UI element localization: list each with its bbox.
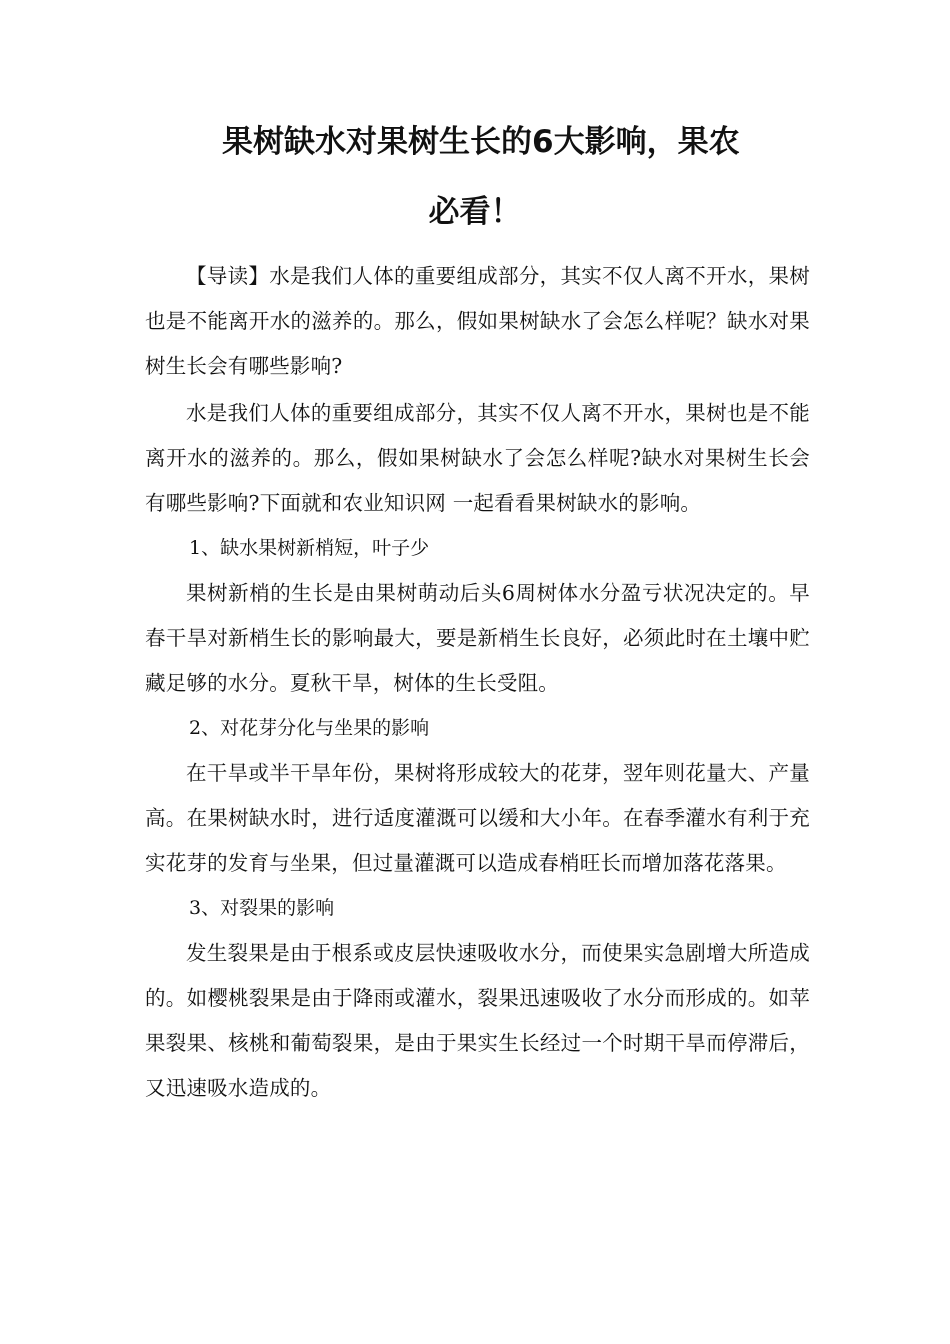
section-2-paragraph: 在干旱或半干旱年份，果树将形成较大的花芽，翌年则花量大、产量高。在果树缺水时，进行适度灌溉可以缓和大小年。在春季灌水有利于充实花芽的发育与坐果，但过量灌溉可以造成春梢旺长而增加落花落果。 (145, 761, 810, 875)
section-1-heading: 1、缺水果树新梢短，叶子少 (189, 537, 430, 559)
paragraph-1: 水是我们人体的重要组成部分，其实不仅人离不开水，果树也是不能离开水的滋养的。那么，假如果树缺水了会怎么样呢?缺水对果树生长会有哪些影响?下面就和农业知识网 一起看看果树缺水的影响。 (145, 401, 810, 515)
section-2-heading: 2、对花芽分化与坐果的影响 (189, 717, 430, 739)
section-3-paragraph: 发生裂果是由于根系或皮层快速吸收水分，而使果实急剧增大所造成的。如樱桃裂果是由于降雨或灌水，裂果迅速吸收了水分而形成的。如苹果裂果、核桃和葡萄裂果，是由于果实生长经过一个时期干旱而停滞后，又迅速吸水造成的。 (145, 941, 810, 1100)
document-body (145, 254, 810, 1111)
document-title-line-1: 果树缺水对果树生长的6大影响，果农 (222, 124, 740, 160)
section-1-paragraph: 果树新梢的生长是由果树萌动后头6周树体水分盈亏状况决定的。早春干旱对新梢生长的影响最大，要是新梢生长良好，必须此时在土壤中贮藏足够的水分。夏秋干旱，树体的生长受阻。 (145, 581, 810, 695)
section-3-heading: 3、对裂果的影响 (189, 897, 335, 919)
document-title-line-2: 必看！ (428, 194, 522, 230)
intro-paragraph: 【导读】水是我们人体的重要组成部分，其实不仅人离不开水，果树也是不能离开水的滋养的。那么，假如果树缺水了会怎么样呢？缺水对果树生长会有哪些影响? (145, 264, 810, 378)
